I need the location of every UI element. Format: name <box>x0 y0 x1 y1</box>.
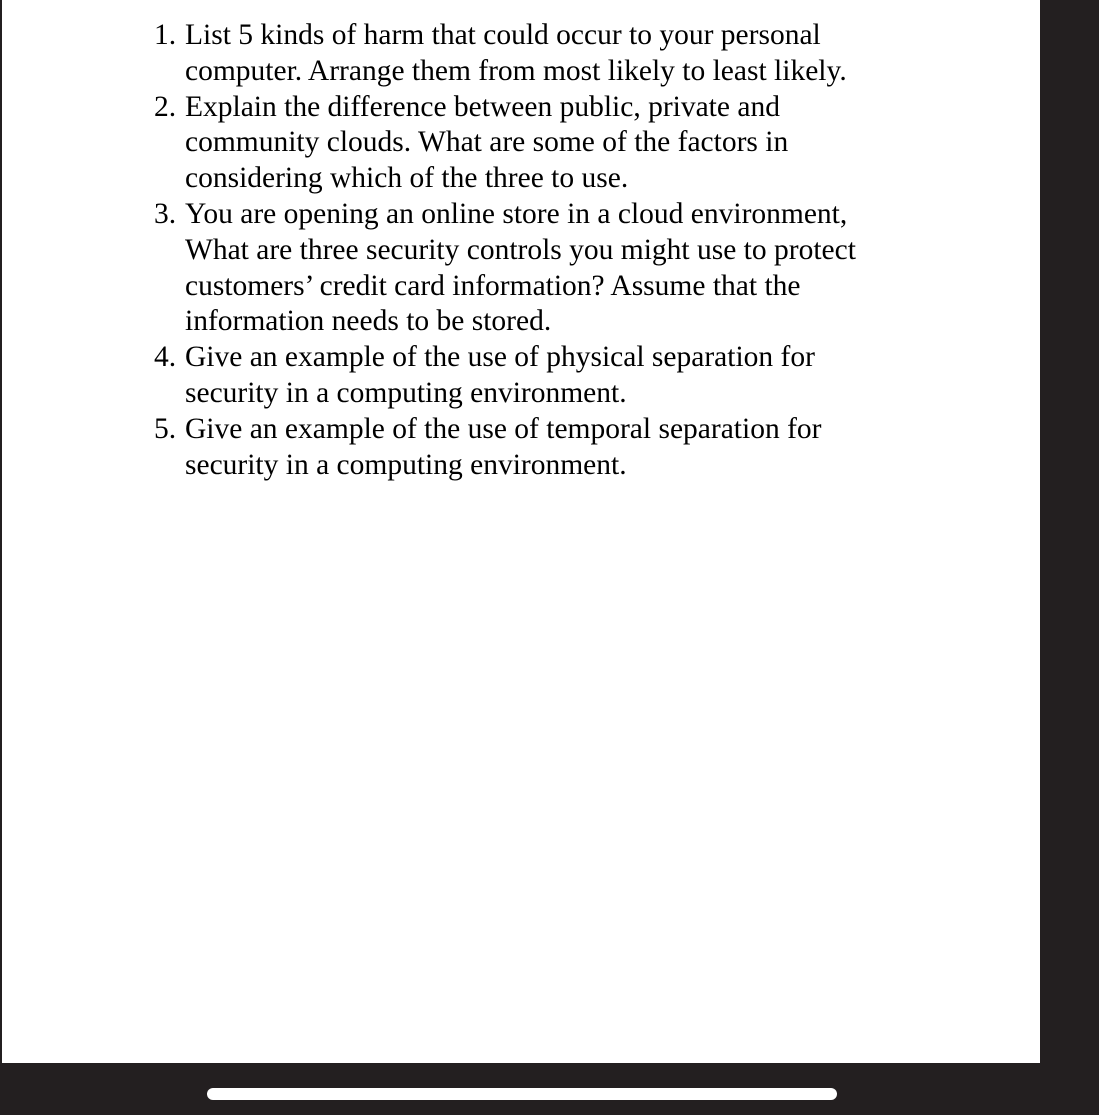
question-line: security in a computing environment. <box>185 376 627 409</box>
question-line: considering which of the three to use. <box>185 162 629 195</box>
question-item <box>2 90 905 197</box>
question-item <box>2 340 905 412</box>
question-line: Explain the difference between public, private and <box>185 90 780 123</box>
question-line: information needs to be stored. <box>185 305 552 338</box>
document-page[interactable] <box>2 0 1040 1063</box>
question-item <box>2 412 905 484</box>
home-indicator-bar[interactable] <box>207 1088 837 1100</box>
question-line: community clouds. What are some of the factors in <box>185 126 789 159</box>
question-item <box>2 18 905 90</box>
question-line: You are opening an online store in a cloud environment, <box>185 197 848 230</box>
question-line: computer. Arrange them from most likely to least likely. <box>185 54 847 87</box>
question-line: security in a computing environment. <box>185 448 627 481</box>
question-line: What are three security controls you might use to protect <box>185 233 856 266</box>
question-list <box>2 18 905 483</box>
question-number: 4. <box>154 341 177 374</box>
question-line: Give an example of the use of temporal separation for <box>185 412 822 445</box>
question-number: 1. <box>154 19 177 51</box>
question-line: Give an example of the use of physical separation for <box>185 341 815 374</box>
question-line: List 5 kinds of harm that could occur to your personal <box>185 19 821 51</box>
question-number: 2. <box>154 90 177 123</box>
question-number: 3. <box>154 197 177 230</box>
question-number: 5. <box>154 412 177 445</box>
question-item <box>2 197 905 340</box>
question-line: customers’ credit card information? Assume that the <box>185 269 801 302</box>
